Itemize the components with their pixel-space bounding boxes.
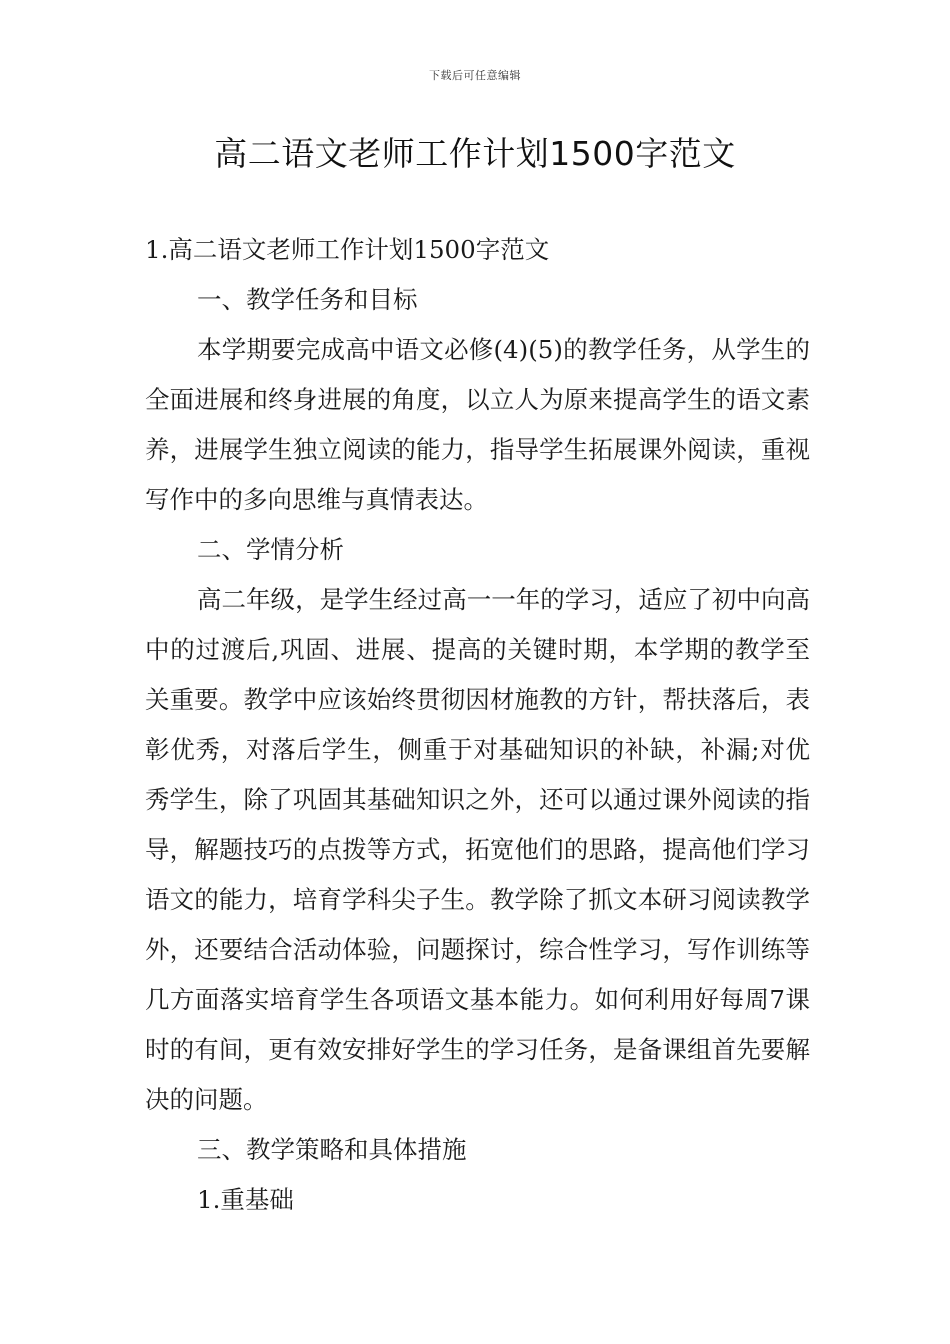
document-title: 高二语文老师工作计划1500字范文 bbox=[214, 134, 736, 173]
item1-heading: 1.高二语文老师工作计划1500字范文 bbox=[145, 235, 550, 264]
section-heading-1: 一、教学任务和目标 bbox=[197, 285, 418, 314]
section-heading-2: 二、学情分析 bbox=[197, 535, 344, 564]
paragraph-1: 本学期要完成高中语文必修(4)(5)的教学任务，从学生的全面进展和终身进展的角度，以立人为原来提高学生的语文素养，进展学生独立阅读的能力，指导学生拓展课外阅读，重视写作中的多向思维与真情表达。 bbox=[145, 335, 810, 514]
document-body bbox=[145, 225, 810, 1225]
section-heading-3: 三、教学策略和具体措施 bbox=[197, 1135, 467, 1164]
subheading-1: 1.重基础 bbox=[197, 1185, 294, 1214]
header-note: 下载后可任意编辑 bbox=[429, 69, 521, 82]
paragraph-2: 高二年级，是学生经过高一一年的学习，适应了初中向高中的过渡后,巩固、进展、提高的关键时期，本学期的教学至关重要。教学中应该始终贯彻因材施教的方针，帮扶落后，表彰优秀，对落后学生，侧重于对基础知识的补缺，补漏;对优秀学生，除了巩固其基础知识之外，还可以通过课外阅读的指导，解题技巧的点拨等方式，拓宽他们的思路，提高他们学习语文的能力，培育学科尖子生。教学除了抓文本研习阅读教学外，还要结合活动体验，问题探讨，综合性学习，写作训练等几方面落实培育学生各项语文基本能力。如何利用好每周7课时的有间，更有效安排好学生的学习任务，是备课组首先要解决的问题。 bbox=[145, 585, 810, 1114]
